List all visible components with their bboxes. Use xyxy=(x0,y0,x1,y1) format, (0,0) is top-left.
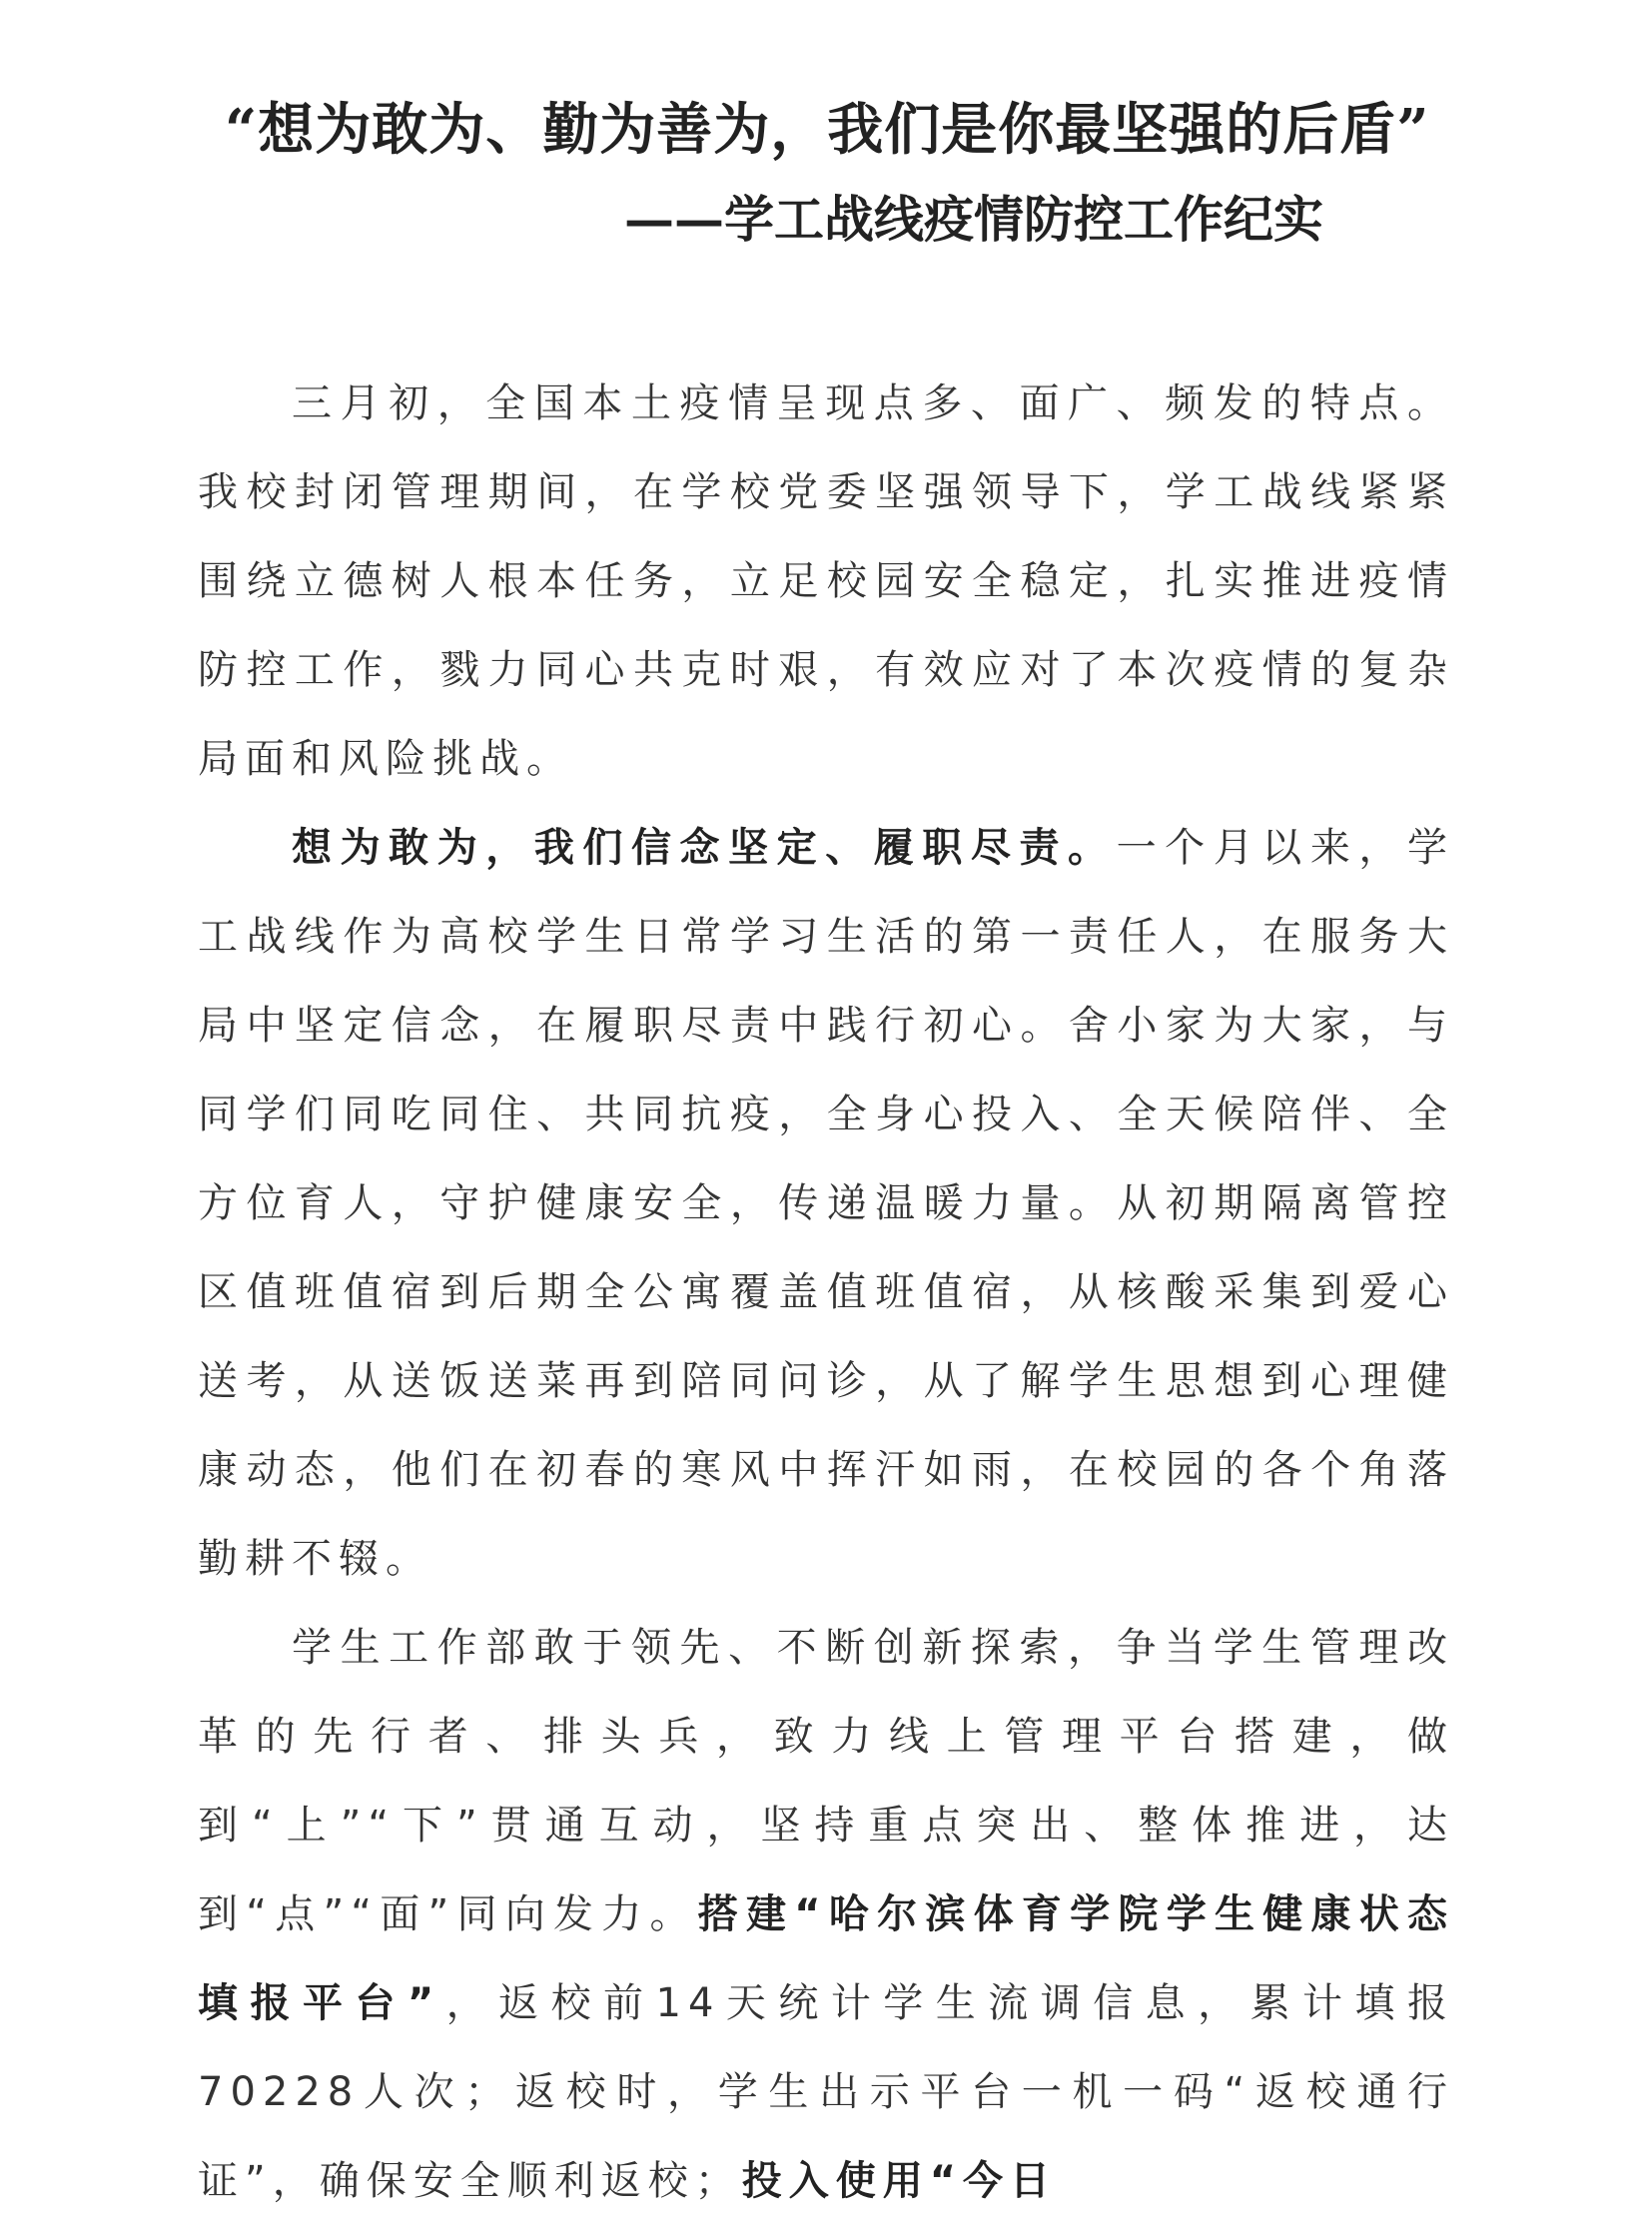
article-body xyxy=(198,360,1454,2226)
paragraph-3 xyxy=(198,1604,1454,2226)
paragraph-lead-heading: 想为敢为，我们信念坚定、履职尽责。 xyxy=(292,825,1117,871)
usage-emphasis: 投入使用“今日 xyxy=(741,2158,1058,2204)
paragraph-text: 三月初，全国本土疫情呈现点多、面广、频发的特点。我校封闭管理期间，在学校党委坚强领导下，学工战线紧紧围绕立德树人根本任务，立足校园安全稳定，扎实推进疫情防控工作，戮力同心共克时艰，有效应对了本次疫情的复杂局面和风险挑战。 xyxy=(198,380,1454,782)
document-title: “想为敢为、勤为善为，我们是你最坚强的后盾” xyxy=(225,97,1430,163)
platform-name-emphasis: 搭建“哈尔滨体育学院学生健康状态填报平台” xyxy=(198,1891,1455,2026)
paragraph-text: 一个月以来，学工战线作为高校学生日常学习生活的第一责任人，在服务大局中坚定信念，在履职尽责中践行初心。舍小家为大家，与同学们同吃同住、共同抗疫，全身心投入、全天候陪伴、全方位育人，守护健康安全，传递温暖力量。从初期隔离管控区值班值宿到后期全公寓覆盖值班值宿，从核酸采集到爱心送考，从送饭送菜再到陪同问诊，从了解学生思想到心理健康动态，他们在初春的寒风中挥汗如雨，在校园的各个角落勤耕不辍。 xyxy=(198,825,1455,1582)
paragraph-text-continued: ，返校前14天统计学生流调信息，累计填报70228人次；返校时，学生出示平台一机一码“返校通行证”，确保安全顺利返校； xyxy=(198,1980,1454,2204)
paragraph-text: 学生工作部敢于领先、不断创新探索，争当学生管理改革的先行者、排头兵，致力线上管理平台搭建，做到“上”“下”贯通互动，坚持重点突出、整体推进，达到“点”“面”同向发力。 xyxy=(198,1625,1454,1937)
paragraph-1 xyxy=(198,360,1454,804)
document-subtitle: ——学工战线疫情防控工作纪实 xyxy=(624,190,1323,249)
paragraph-2 xyxy=(198,804,1454,1604)
